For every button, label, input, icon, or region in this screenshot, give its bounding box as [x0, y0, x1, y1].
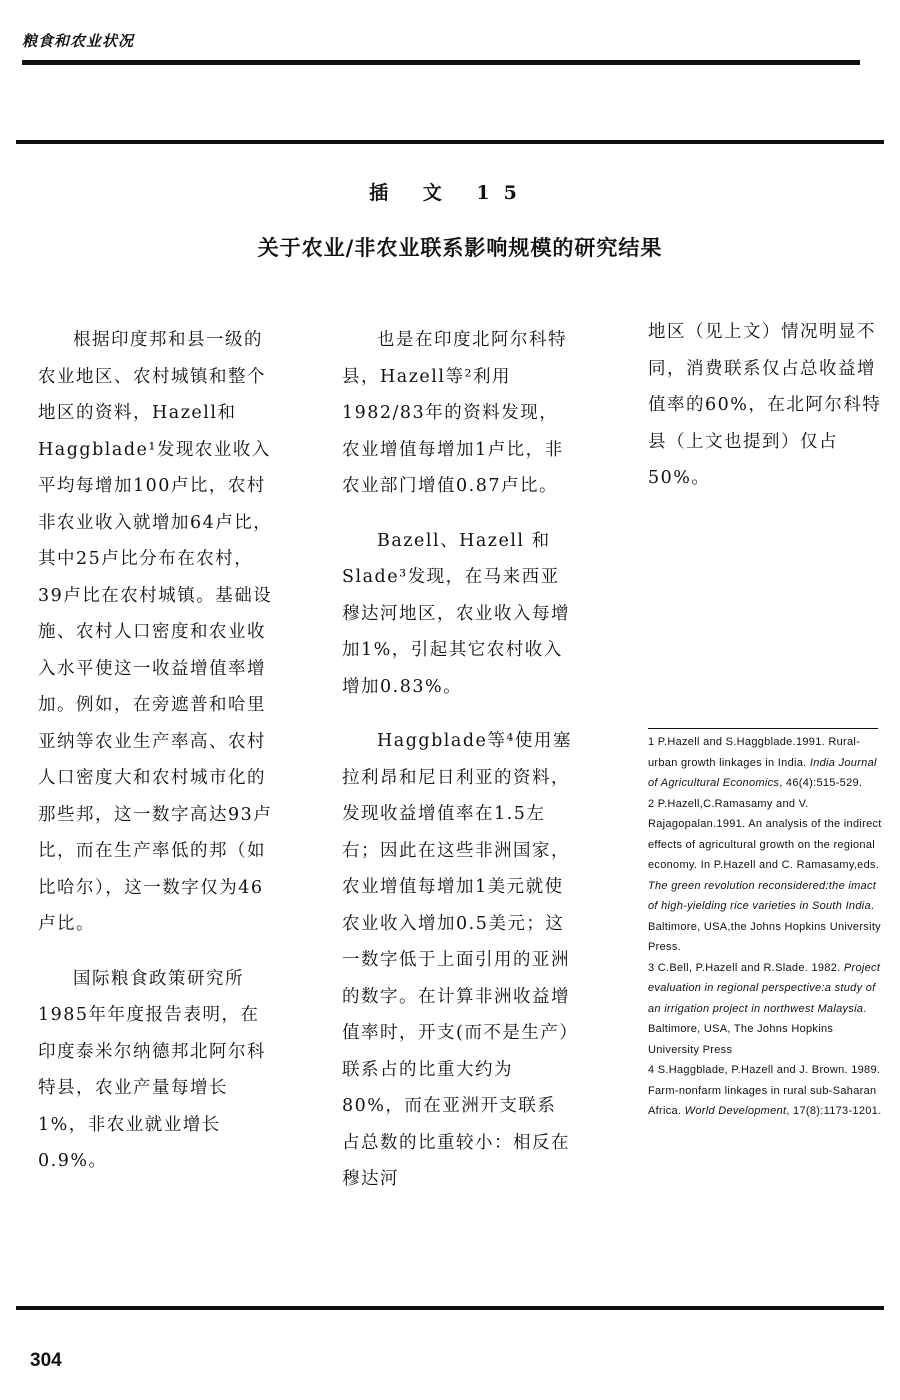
paragraph-ifpri-report: 国际粮食政策研究所1985年年度报告表明，在印度泰米尔纳德邦北阿尔科特县，农业产量每增长1%，非农业就业增长0.9%。: [38, 968, 266, 1171]
page-number: 304: [30, 1350, 62, 1371]
footnote-rule: [648, 728, 878, 729]
footnotes: [648, 732, 884, 1122]
text-column-3: [648, 314, 884, 515]
text-column-2: [342, 322, 574, 1216]
footnote-2: 2 P.Hazell,C.Ramasamy and V. Rajagopalan.1991. An analysis of the indirect effects of agricultural growth on the regional economy. In P.Hazell and C. Ramasamy,eds. The green revolution reconsidered:the imact of high-yielding rice varieties in South India. Baltimore, USA,the Johns Hopkins University Press.: [648, 797, 882, 953]
footnote-4: 4 S.Haggblade, P.Hazell and J. Brown. 1989. Farm-nonfarm linkages in rural sub-Saharan Africa. World Development, 17(8):1173-1201.: [648, 1064, 882, 1117]
box-top-rule: [16, 140, 884, 144]
footnote-3: 3 C.Bell, P.Hazell and R.Slade. 1982. Project evaluation in regional perspective:a study of an irrigation project in northwest Malaysia. Baltimore, USA, The Johns Hopkins University Press: [648, 961, 881, 1056]
paragraph-muda-river: Bazell、Hazell 和 Slade³发现，在马来西亚穆达河地区，农业收入每增加1%，引起其它农村收入增加0.83%。: [342, 530, 570, 697]
paragraph-north-arcot: 也是在印度北阿尔科特县，Hazell等²利用1982/83年的资料发现，农业增值每增加1卢比，非农业部门增值0.87卢比。: [342, 330, 567, 496]
paragraph-africa: Haggblade等⁴使用塞拉利昂和尼日利亚的资料，发现收益增值率在1.5左右；因此在这些非洲国家，农业增值每增加1美元就使农业收入增加0.5美元；这一数字低于上面引用的亚洲的数字。在计算非洲收益增值率时，开支(而不是生产）联系占的比重大约为80%，而在亚洲开支联系占总数的比重较小：相反在穆达河: [342, 731, 572, 1189]
header-rule: [22, 60, 860, 65]
footer-rule: [16, 1306, 884, 1310]
text-column-1: [38, 322, 274, 1198]
box-title: 关于农业/非农业联系影响规模的研究结果: [257, 235, 663, 260]
running-title: 粮食和农业状况: [22, 32, 135, 50]
paragraph-india-districts: 根据印度邦和县一级的农业地区、农村城镇和整个地区的资料，Hazell和Haggblade¹发现农业收入平均每增加100卢比，农村非农业收入就增加64卢比，其中25卢比分布在农村，39卢比在农村城镇。基础设施、农村人口密度和农业收入水平使这一收益增值率增加。例如，在旁遮普和哈里亚纳等农业生产率高、农村人口密度大和农村城市化的那些邦，这一数字高达93卢比，而在生产率低的邦（如比哈尔），这一数字仅为46卢比。: [38, 330, 273, 934]
paragraph-africa-continued: 地区（见上文）情况明显不同，消费联系仅占总收益增值率的60%，在北阿尔科特县（上文也提到）仅占50%。: [648, 322, 882, 488]
box-label: 插 文 15: [369, 182, 531, 204]
footnote-1: 1 P.Hazell and S.Haggblade.1991. Rural-urban growth linkages in India. India Journal of Agricultural Economics, 46(4):515-529.: [648, 736, 877, 789]
